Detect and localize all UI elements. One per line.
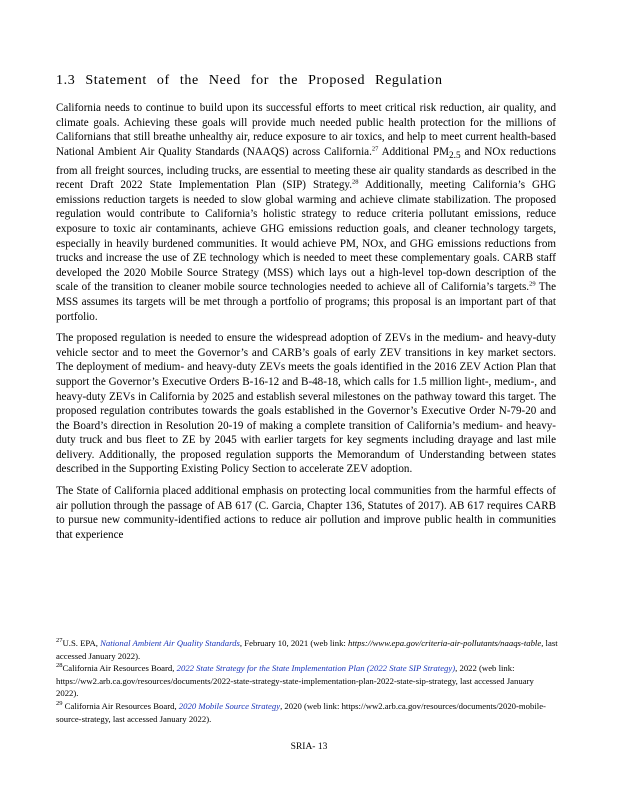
text-run: , last accessed January 2022). [56, 638, 558, 661]
text-run: California Air Resources Board, [62, 663, 177, 674]
section-title: Statement of the Need for the Proposed Regulation [85, 73, 443, 88]
text-run: The MSS assumes its targets will be met through a portfolio of programs; this proposal is an important part of that portfolio. [56, 281, 557, 323]
footnote-number: 28 [56, 662, 63, 670]
text-run: , February 10, 2021 (web link: [239, 638, 348, 648]
footnote-reference: 27 [371, 145, 379, 153]
citation-link[interactable]: 2020 Mobile Source Strategy [178, 700, 281, 711]
section-heading [56, 73, 566, 89]
body-paragraph [56, 101, 556, 324]
footnote-number: 27 [56, 637, 63, 645]
footnote-reference: 28 [352, 178, 359, 186]
text-run: The proposed regulation is needed to ensure the widespread adoption of ZEVs in the medium- and heavy-duty vehicle sector and to meet the Governor’s and CARB’s goals of early ZEV transitions in key market sectors. The deployment of medium- and heavy-duty ZEVs meets the goals identified in the 2016 ZEV Action Plan that support the Governor’s Executive Orders B-16-12 and B-48-18, which calls for 1.5 million light-, medium-, and heavy-duty ZEVs in California by 2025 and establish several milestones on the pathway toward this target. The proposed regulation contributes towards the goals established in the Governor’s Executive Order N-79-20 and the Board’s direction in Resolution 20-19 of making a complete transition of California’s medium- and heavy-duty truck and bus fleet to ZE by 2045 with earlier targets for key segments including drayage and last mile delivery. Additionally, the proposed regulation supports the Memorandum of Understanding between states described in the Supporting Existing Policy Section to accelerate ZEV adoption. [56, 332, 556, 476]
text-run: Additional PM [378, 145, 449, 158]
text-run: California Air Resources Board, [62, 700, 179, 711]
url-text: https://www.epa.gov/criteria-air-pollutants/naaqs-table [348, 638, 542, 648]
footnote [56, 700, 558, 725]
text-run: , 2022 (web link: https://ww2.arb.ca.gov/resources/documents/2022-state-strategy-state-implementation-plan-2022-state-sip-strategy, last accessed January 2022). [56, 663, 534, 699]
subscript: 2.5 [449, 151, 461, 161]
body-paragraph [56, 484, 556, 542]
footnote [56, 637, 558, 662]
page-number: SRIA- 13 [290, 742, 328, 752]
text-run: , 2020 (web link: https://ww2.arb.ca.gov/resources/documents/2020-mobile-source-strategy, last accessed January 2022). [56, 700, 546, 724]
footnote-reference: 29 [529, 280, 536, 288]
text-run: and NOx reductions from all freight sources, including trucks, are essential to meeting these air quality standards as described in the recent Draft 2022 State Implementation Plan (SIP) Strategy. [56, 145, 557, 192]
footnote [56, 662, 558, 700]
text-run: The State of California placed additional emphasis on protecting local communities from the harmful effects of air pollution through the passage of AB 617 (C. Garcia, Chapter 136, Statutes of 2017). AB 617 requires CARB to pursue new community-identified actions to reduce air pollution and improve public health in communities that experience [56, 485, 556, 541]
body-paragraph [56, 331, 556, 477]
citation-link[interactable]: 2022 State Strategy for the State Implementation Plan (2022 State SIP Strategy) [176, 663, 456, 674]
citation-link[interactable]: National Ambient Air Quality Standards [100, 638, 240, 648]
text-run: U.S. EPA, [62, 638, 101, 648]
body-text [56, 101, 556, 549]
footnotes [56, 637, 558, 725]
text-run: Additionally, meeting California’s GHG emissions reduction targets is needed to slow global warming and achieve climate stabilization. The proposed regulation would contribute to California’s holistic strategy to reduce criteria pollutant emissions, reduce exposure to toxic air contaminants, achieve GHG emissions reduction goals, and cleaner technology targets, especially in heavily burdened communities. It would achieve PM, NOx, and GHG emissions reductions from trucks and increase the use of ZE technology which is needed to meet these complementary goals. CARB staff developed the 2020 Mobile Source Strategy (MSS) which lays out a high-level top-down description of the scale of the transition to cleaner mobile source technologies needed to achieve all of California’s targets. [56, 179, 556, 294]
footnote-number: 29 [56, 700, 63, 708]
text-run: California needs to continue to build upon its successful efforts to meet critical risk reduction, air quality, and climate goals. Achieving these goals will provide much needed public health protection for the millions of Californians that still breathe unhealthy air, reduce exposure to air toxics, and help to meet current health-based National Ambient Air Quality Standards (NAAQS) across California. [56, 102, 556, 158]
section-number: 1.3 [56, 73, 76, 88]
